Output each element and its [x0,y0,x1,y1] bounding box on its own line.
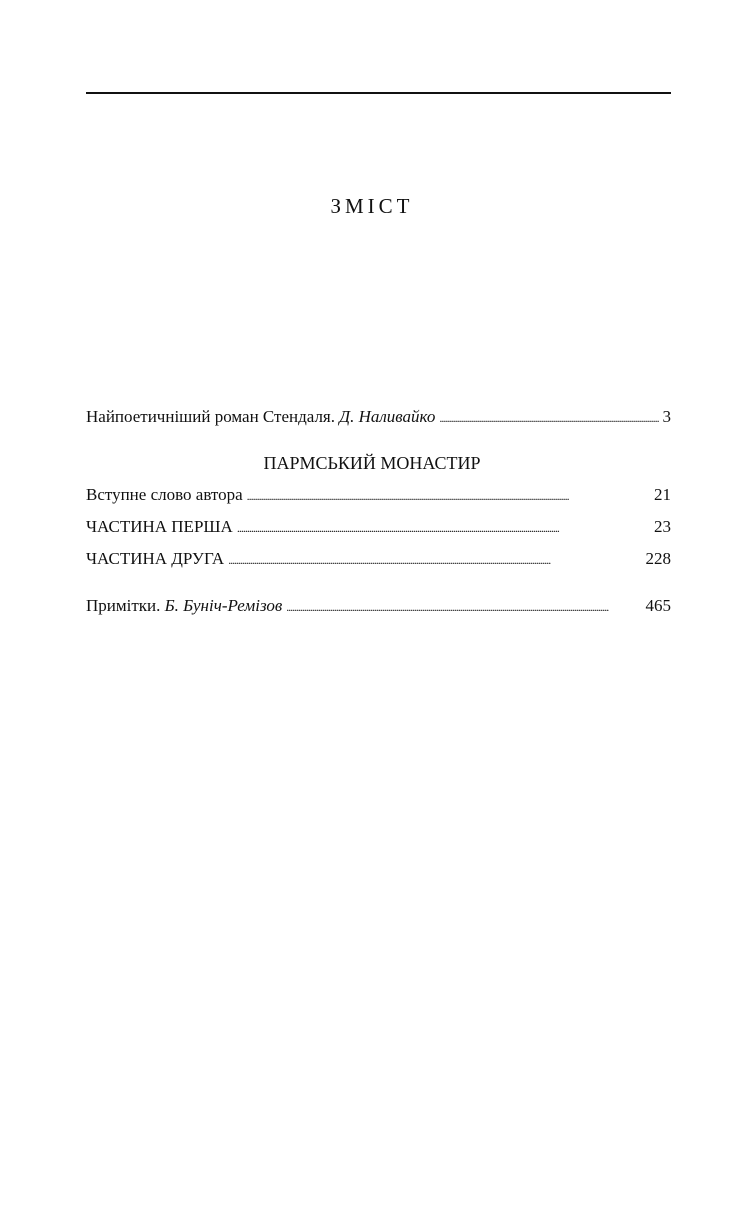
toc-entry-title: Вступне слово автора [86,485,243,504]
toc-entry-title: Найпоетичніший роман Стендаля. [86,407,335,426]
section-heading: ПАРМСЬКИЙ МОНАСТИР [263,453,481,473]
toc-entry-part-one[interactable] [86,516,671,539]
toc-entry-title: Примітки. [86,596,161,615]
toc-entry-author: Д. Наливайко [339,407,436,426]
toc-entry-label [86,406,435,428]
page-title: ЗМІСТ [330,194,414,218]
toc-entry-page: 3 [662,407,671,426]
toc-entry-author: Б. Буніч-Ремізов [164,596,283,615]
toc-entry-page: 228 [645,549,671,568]
toc-entry-intro[interactable] [86,406,671,429]
toc-entry-part-two[interactable] [86,548,671,571]
toc-entry-page: 21 [654,485,671,504]
top-rule [86,92,671,94]
dot-leader [439,406,658,429]
dot-leader [237,516,650,539]
toc-entry-notes[interactable] [86,595,671,618]
toc-entry-preface[interactable] [86,484,671,507]
dot-leader [247,484,650,507]
toc-entry-label [86,595,282,617]
dot-leader [286,595,641,618]
dot-leader [228,548,641,571]
toc-entry-title: ЧАСТИНА ДРУГА [86,549,225,568]
toc-entry-page: 465 [645,596,671,615]
toc-entry-title: ЧАСТИНА ПЕРША [86,517,233,536]
toc-entry-page: 23 [654,517,671,536]
